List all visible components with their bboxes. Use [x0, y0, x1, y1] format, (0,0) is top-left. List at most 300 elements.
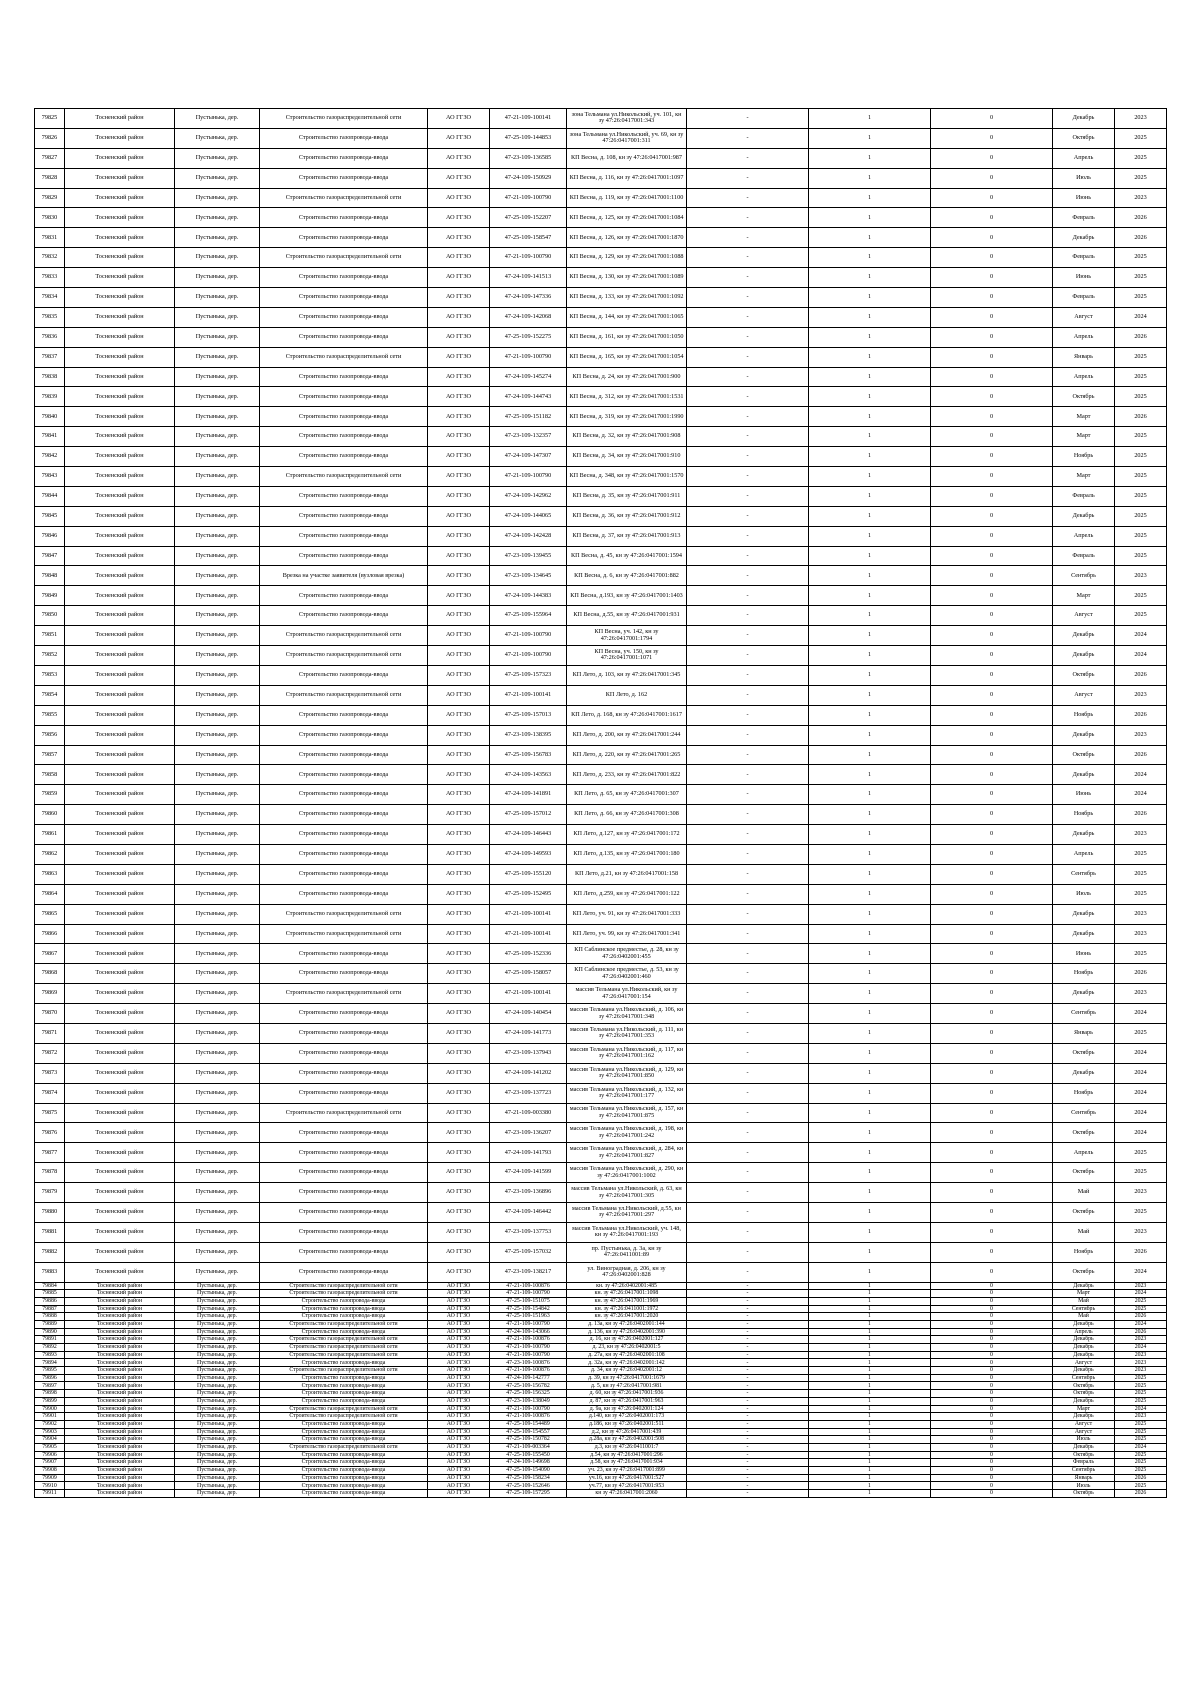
district-cell: Тосненский район [65, 1297, 175, 1305]
settlement-cell: Пустынька, дер. [175, 427, 260, 447]
count-a-cell: 1 [809, 268, 931, 288]
month-cell: Декабрь [1053, 1063, 1115, 1083]
count-b-cell: 0 [931, 685, 1053, 705]
count-b-cell: 0 [931, 248, 1053, 268]
address-cadastral-cell: д. 32а, кн зу 47:26:0402001:142 [567, 1359, 687, 1367]
program-code-cell: 47-24-109-146442 [490, 1202, 567, 1222]
organization-cell: АО ГГЗО [428, 944, 490, 964]
work-type-cell: Строительство газопровода-ввода [260, 1451, 428, 1459]
table-row [35, 148, 1167, 168]
district-cell: Тосненский район [65, 1023, 175, 1043]
district-cell: Тосненский район [65, 109, 175, 129]
year-cell: 2024 [1115, 765, 1167, 785]
settlement-cell: Пустынька, дер. [175, 1143, 260, 1163]
work-type-cell: Строительство газораспределительной сети [260, 109, 428, 129]
count-a-cell: 1 [809, 347, 931, 367]
year-cell: 2024 [1115, 1405, 1167, 1413]
year-cell: 2025 [1115, 467, 1167, 487]
row-number-cell: 79909 [35, 1474, 65, 1482]
work-type-cell: Строительство газораспределительной сети [260, 1443, 428, 1451]
district-cell: Тосненский район [65, 785, 175, 805]
settlement-cell: Пустынька, дер. [175, 387, 260, 407]
count-b-cell: 0 [931, 924, 1053, 944]
count-b-cell: 0 [931, 1390, 1053, 1398]
organization-cell: АО ГГЗО [428, 1123, 490, 1143]
extra-value-cell: - [687, 844, 809, 864]
organization-cell: АО ГГЗО [428, 566, 490, 586]
row-number-cell: 79882 [35, 1242, 65, 1262]
row-number-cell: 79899 [35, 1397, 65, 1405]
settlement-cell: Пустынька, дер. [175, 964, 260, 984]
extra-value-cell: - [687, 1443, 809, 1451]
address-cadastral-cell: д. 27а, кн зу 47:26:0402001:108 [567, 1351, 687, 1359]
year-cell: 2026 [1115, 705, 1167, 725]
district-cell: Тосненский район [65, 268, 175, 288]
program-code-cell: 47-24-109-146443 [490, 825, 567, 845]
work-type-cell: Строительство газопровода-ввода [260, 1328, 428, 1336]
work-type-cell: Строительство газораспределительной сети [260, 1320, 428, 1328]
year-cell: 2023 [1115, 1367, 1167, 1375]
table-row [35, 1351, 1167, 1359]
settlement-cell: Пустынька, дер. [175, 785, 260, 805]
month-cell: Август [1053, 1420, 1115, 1428]
month-cell: Сентябрь [1053, 1374, 1115, 1382]
month-cell: Октябрь [1053, 1123, 1115, 1143]
settlement-cell: Пустынька, дер. [175, 447, 260, 467]
month-cell: Февраль [1053, 208, 1115, 228]
month-cell: Май [1053, 1222, 1115, 1242]
table-row [35, 506, 1167, 526]
count-b-cell: 0 [931, 188, 1053, 208]
table-row [35, 1004, 1167, 1024]
settlement-cell: Пустынька, дер. [175, 1297, 260, 1305]
settlement-cell: Пустынька, дер. [175, 1351, 260, 1359]
count-b-cell: 0 [931, 1351, 1053, 1359]
work-type-cell: Строительство газопровода-ввода [260, 1143, 428, 1163]
district-cell: Тосненский район [65, 526, 175, 546]
row-number-cell: 79858 [35, 765, 65, 785]
address-cadastral-cell: кн зу 47:26:0417001:2060 [567, 1490, 687, 1498]
row-number-cell: 79830 [35, 208, 65, 228]
table-row [35, 307, 1167, 327]
row-number-cell: 79884 [35, 1282, 65, 1290]
extra-value-cell: - [687, 1202, 809, 1222]
extra-value-cell: - [687, 148, 809, 168]
count-a-cell: 1 [809, 924, 931, 944]
district-cell: Тосненский район [65, 705, 175, 725]
month-cell: Декабрь [1053, 228, 1115, 248]
district-cell: Тосненский район [65, 924, 175, 944]
address-cadastral-cell: д.186, кн зу 47:26:0402001:511 [567, 1420, 687, 1428]
row-number-cell: 79878 [35, 1163, 65, 1183]
month-cell: Август [1053, 606, 1115, 626]
district-cell: Тосненский район [65, 1262, 175, 1282]
month-cell: Октябрь [1053, 665, 1115, 685]
work-type-cell: Строительство газопровода-ввода [260, 427, 428, 447]
organization-cell: АО ГГЗО [428, 288, 490, 308]
settlement-cell: Пустынька, дер. [175, 1328, 260, 1336]
year-cell: 2026 [1115, 805, 1167, 825]
program-code-cell: 47-21-109-100790 [490, 646, 567, 666]
count-b-cell: 0 [931, 665, 1053, 685]
program-code-cell: 47-25-109-158057 [490, 964, 567, 984]
settlement-cell: Пустынька, дер. [175, 1382, 260, 1390]
row-number-cell: 79851 [35, 626, 65, 646]
organization-cell: АО ГГЗО [428, 1305, 490, 1313]
address-cadastral-cell: массив Тельмана ул.Никольский, д. 290, кн зу 47:26:0417001:1002 [567, 1163, 687, 1183]
extra-value-cell: - [687, 1282, 809, 1290]
count-a-cell: 1 [809, 904, 931, 924]
organization-cell: АО ГГЗО [428, 347, 490, 367]
year-cell: 2025 [1115, 268, 1167, 288]
program-code-cell: 47-24-109-142962 [490, 486, 567, 506]
month-cell: Октябрь [1053, 1262, 1115, 1282]
year-cell: 2025 [1115, 1420, 1167, 1428]
program-code-cell: 47-24-109-145274 [490, 367, 567, 387]
year-cell: 2025 [1115, 347, 1167, 367]
district-cell: Тосненский район [65, 884, 175, 904]
count-b-cell: 0 [931, 347, 1053, 367]
settlement-cell: Пустынька, дер. [175, 1390, 260, 1398]
address-cadastral-cell: КП Весна, д. 348, кн зу 47:26:0417001:1570 [567, 467, 687, 487]
table-row [35, 128, 1167, 148]
extra-value-cell: - [687, 964, 809, 984]
organization-cell: АО ГГЗО [428, 168, 490, 188]
district-cell: Тосненский район [65, 128, 175, 148]
extra-value-cell: - [687, 1467, 809, 1475]
count-a-cell: 1 [809, 765, 931, 785]
row-number-cell: 79898 [35, 1390, 65, 1398]
count-b-cell: 0 [931, 1282, 1053, 1290]
table-row [35, 805, 1167, 825]
count-a-cell: 1 [809, 1242, 931, 1262]
district-cell: Тосненский район [65, 665, 175, 685]
month-cell: Декабрь [1053, 1344, 1115, 1352]
table-row [35, 546, 1167, 566]
extra-value-cell: - [687, 626, 809, 646]
address-cadastral-cell: КП Лето, д. 162 [567, 685, 687, 705]
program-code-cell: 47-21-109-100141 [490, 109, 567, 129]
organization-cell: АО ГГЗО [428, 128, 490, 148]
district-cell: Тосненский район [65, 1043, 175, 1063]
organization-cell: АО ГГЗО [428, 1482, 490, 1490]
program-code-cell: 47-23-109-136585 [490, 148, 567, 168]
year-cell: 2025 [1115, 586, 1167, 606]
extra-value-cell: - [687, 1405, 809, 1413]
row-number-cell: 79856 [35, 725, 65, 745]
year-cell: 2025 [1115, 606, 1167, 626]
table-row [35, 248, 1167, 268]
settlement-cell: Пустынька, дер. [175, 1482, 260, 1490]
organization-cell: АО ГГЗО [428, 109, 490, 129]
year-cell: 2024 [1115, 1083, 1167, 1103]
month-cell: Декабрь [1053, 626, 1115, 646]
organization-cell: АО ГГЗО [428, 1313, 490, 1321]
count-b-cell: 0 [931, 467, 1053, 487]
district-cell: Тосненский район [65, 168, 175, 188]
organization-cell: АО ГГЗО [428, 1436, 490, 1444]
settlement-cell: Пустынька, дер. [175, 367, 260, 387]
program-code-cell: 47-21-109-100790 [490, 1351, 567, 1359]
settlement-cell: Пустынька, дер. [175, 1490, 260, 1498]
settlement-cell: Пустынька, дер. [175, 944, 260, 964]
row-number-cell: 79894 [35, 1359, 65, 1367]
district-cell: Тосненский район [65, 367, 175, 387]
work-type-cell: Строительство газопровода-ввода [260, 168, 428, 188]
year-cell: 2023 [1115, 904, 1167, 924]
count-a-cell: 1 [809, 1004, 931, 1024]
count-b-cell: 0 [931, 1320, 1053, 1328]
program-code-cell: 47-25-109-152646 [490, 1482, 567, 1490]
settlement-cell: Пустынька, дер. [175, 685, 260, 705]
address-cadastral-cell: КП Весна, д. 35, кн зу 47:26:0417001:911 [567, 486, 687, 506]
extra-value-cell: - [687, 1163, 809, 1183]
extra-value-cell: - [687, 884, 809, 904]
count-b-cell: 0 [931, 1143, 1053, 1163]
count-b-cell: 0 [931, 1305, 1053, 1313]
settlement-cell: Пустынька, дер. [175, 1405, 260, 1413]
settlement-cell: Пустынька, дер. [175, 1262, 260, 1282]
count-b-cell: 0 [931, 1083, 1053, 1103]
table-row [35, 626, 1167, 646]
district-cell: Тосненский район [65, 566, 175, 586]
extra-value-cell: - [687, 805, 809, 825]
program-code-cell: 47-23-109-138395 [490, 725, 567, 745]
program-code-cell: 47-25-109-157323 [490, 665, 567, 685]
program-code-cell: 47-21-109-100790 [490, 188, 567, 208]
organization-cell: АО ГГЗО [428, 1290, 490, 1298]
table-row [35, 1163, 1167, 1183]
count-a-cell: 1 [809, 705, 931, 725]
program-code-cell: 47-25-109-154842 [490, 1305, 567, 1313]
year-cell: 2024 [1115, 307, 1167, 327]
extra-value-cell: - [687, 1305, 809, 1313]
year-cell: 2025 [1115, 1143, 1167, 1163]
organization-cell: АО ГГЗО [428, 1242, 490, 1262]
count-b-cell: 0 [931, 288, 1053, 308]
settlement-cell: Пустынька, дер. [175, 109, 260, 129]
work-type-cell: Строительство газораспределительной сети [260, 685, 428, 705]
count-a-cell: 1 [809, 148, 931, 168]
organization-cell: АО ГГЗО [428, 327, 490, 347]
row-number-cell: 79873 [35, 1063, 65, 1083]
organization-cell: АО ГГЗО [428, 1397, 490, 1405]
year-cell: 2025 [1115, 884, 1167, 904]
year-cell: 2026 [1115, 407, 1167, 427]
address-cadastral-cell: КП Лето, д.127, кн зу 47:26:0417001:172 [567, 825, 687, 845]
month-cell: Май [1053, 1297, 1115, 1305]
organization-cell: АО ГГЗО [428, 1163, 490, 1183]
work-type-cell: Строительство газопровода-ввода [260, 1023, 428, 1043]
count-a-cell: 1 [809, 1382, 931, 1390]
program-code-cell: 47-21-109-100141 [490, 924, 567, 944]
address-cadastral-cell: ул. Виноградная, д. 206, кн зу 47:26:0402001:828 [567, 1262, 687, 1282]
program-code-cell: 47-25-109-151963 [490, 1313, 567, 1321]
district-cell: Тосненский район [65, 1123, 175, 1143]
count-a-cell: 1 [809, 1443, 931, 1451]
month-cell: Декабрь [1053, 1443, 1115, 1451]
work-type-cell: Строительство газопровода-ввода [260, 228, 428, 248]
organization-cell: АО ГГЗО [428, 705, 490, 725]
address-cadastral-cell: массив Тельмана ул.Никольский, д. 284, кн зу 47:26:0417001:827 [567, 1143, 687, 1163]
address-cadastral-cell: д.140, кн зу 47:26:0402001:173 [567, 1413, 687, 1421]
count-b-cell: 0 [931, 964, 1053, 984]
count-b-cell: 0 [931, 1436, 1053, 1444]
table-row [35, 1143, 1167, 1163]
address-cadastral-cell: кн. зу 47:26:0411001:1972 [567, 1305, 687, 1313]
settlement-cell: Пустынька, дер. [175, 1202, 260, 1222]
table-row [35, 367, 1167, 387]
month-cell: Август [1053, 1428, 1115, 1436]
address-cadastral-cell: массив Тельмана ул.Никольский, д. 106, кн зу 47:26:0417001:348 [567, 1004, 687, 1024]
table-row [35, 1482, 1167, 1490]
program-code-cell: 47-25-109-156783 [490, 745, 567, 765]
program-code-cell: 47-24-109-144065 [490, 506, 567, 526]
month-cell: Сентябрь [1053, 864, 1115, 884]
row-number-cell: 79895 [35, 1367, 65, 1375]
program-code-cell: 47-23-109-134645 [490, 566, 567, 586]
work-type-cell: Строительство газораспределительной сети [260, 1282, 428, 1290]
table-row [35, 1467, 1167, 1475]
organization-cell: АО ГГЗО [428, 1351, 490, 1359]
address-cadastral-cell: КП Весна, д. 37, кн зу 47:26:0417001:913 [567, 526, 687, 546]
settlement-cell: Пустынька, дер. [175, 1320, 260, 1328]
address-cadastral-cell: массив Тельмана ул.Никольский, д. 132, кн зу 47:26:0417001:177 [567, 1083, 687, 1103]
settlement-cell: Пустынька, дер. [175, 526, 260, 546]
row-number-cell: 79842 [35, 447, 65, 467]
count-b-cell: 0 [931, 1262, 1053, 1282]
program-code-cell: 47-24-109-143563 [490, 765, 567, 785]
month-cell: Июль [1053, 884, 1115, 904]
month-cell: Декабрь [1053, 1397, 1115, 1405]
organization-cell: АО ГГЗО [428, 904, 490, 924]
table-row [35, 1202, 1167, 1222]
count-a-cell: 1 [809, 1367, 931, 1375]
row-number-cell: 79867 [35, 944, 65, 964]
program-code-cell: 47-25-109-144853 [490, 128, 567, 148]
row-number-cell: 79857 [35, 745, 65, 765]
district-cell: Тосненский район [65, 1459, 175, 1467]
work-type-cell: Строительство газораспределительной сети [260, 924, 428, 944]
address-cadastral-cell: КП Весна, д. 24, кн зу 47:26:0417001:900 [567, 367, 687, 387]
settlement-cell: Пустынька, дер. [175, 1282, 260, 1290]
settlement-cell: Пустынька, дер. [175, 1305, 260, 1313]
year-cell: 2024 [1115, 1103, 1167, 1123]
count-a-cell: 1 [809, 1359, 931, 1367]
month-cell: Декабрь [1053, 924, 1115, 944]
extra-value-cell: - [687, 1183, 809, 1203]
district-cell: Тосненский район [65, 1482, 175, 1490]
work-type-cell: Строительство газопровода-ввода [260, 367, 428, 387]
row-number-cell: 79903 [35, 1428, 65, 1436]
count-b-cell: 0 [931, 1451, 1053, 1459]
table-row [35, 407, 1167, 427]
organization-cell: АО ГГЗО [428, 367, 490, 387]
month-cell: Сентябрь [1053, 1467, 1115, 1475]
program-code-cell: 47-24-109-143066 [490, 1328, 567, 1336]
month-cell: Май [1053, 1183, 1115, 1203]
address-cadastral-cell: КП Лето, д. 220, кн зу 47:26:0417001:265 [567, 745, 687, 765]
settlement-cell: Пустынька, дер. [175, 1023, 260, 1043]
extra-value-cell: - [687, 864, 809, 884]
extra-value-cell: - [687, 367, 809, 387]
extra-value-cell: - [687, 1382, 809, 1390]
table-row [35, 1459, 1167, 1467]
extra-value-cell: - [687, 1290, 809, 1298]
program-code-cell: 47-25-109-152275 [490, 327, 567, 347]
year-cell: 2023 [1115, 725, 1167, 745]
settlement-cell: Пустынька, дер. [175, 805, 260, 825]
organization-cell: АО ГГЗО [428, 805, 490, 825]
year-cell: 2024 [1115, 1123, 1167, 1143]
table-row [35, 844, 1167, 864]
organization-cell: АО ГГЗО [428, 1043, 490, 1063]
district-cell: Тосненский район [65, 486, 175, 506]
count-b-cell: 0 [931, 944, 1053, 964]
organization-cell: АО ГГЗО [428, 1202, 490, 1222]
work-type-cell: Строительство газопровода-ввода [260, 1083, 428, 1103]
work-type-cell: Строительство газопровода-ввода [260, 944, 428, 964]
work-type-cell: Строительство газопровода-ввода [260, 1482, 428, 1490]
settlement-cell: Пустынька, дер. [175, 1163, 260, 1183]
month-cell: Август [1053, 1359, 1115, 1367]
program-code-cell: 47-25-109-154090 [490, 1467, 567, 1475]
extra-value-cell: - [687, 1123, 809, 1143]
work-type-cell: Строительство газопровода-ввода [260, 1313, 428, 1321]
organization-cell: АО ГГЗО [428, 1474, 490, 1482]
extra-value-cell: - [687, 1428, 809, 1436]
month-cell: Январь [1053, 1474, 1115, 1482]
year-cell: 2025 [1115, 1202, 1167, 1222]
count-a-cell: 1 [809, 1202, 931, 1222]
organization-cell: АО ГГЗО [428, 864, 490, 884]
row-number-cell: 79839 [35, 387, 65, 407]
count-a-cell: 1 [809, 109, 931, 129]
settlement-cell: Пустынька, дер. [175, 984, 260, 1004]
count-b-cell: 0 [931, 1297, 1053, 1305]
address-cadastral-cell: КП Весна, д. 130, кн зу 47:26:0417001:1089 [567, 268, 687, 288]
extra-value-cell: - [687, 427, 809, 447]
year-cell: 2025 [1115, 844, 1167, 864]
count-a-cell: 1 [809, 1023, 931, 1043]
row-number-cell: 79852 [35, 646, 65, 666]
year-cell: 2025 [1115, 1397, 1167, 1405]
work-type-cell: Строительство газопровода-ввода [260, 1183, 428, 1203]
extra-value-cell: - [687, 327, 809, 347]
work-type-cell: Строительство газораспределительной сети [260, 1405, 428, 1413]
row-number-cell: 79889 [35, 1320, 65, 1328]
organization-cell: АО ГГЗО [428, 1143, 490, 1163]
settlement-cell: Пустынька, дер. [175, 1436, 260, 1444]
extra-value-cell: - [687, 268, 809, 288]
program-code-cell: 47-21-109-100790 [490, 1320, 567, 1328]
extra-value-cell: - [687, 1420, 809, 1428]
settlement-cell: Пустынька, дер. [175, 864, 260, 884]
count-a-cell: 1 [809, 526, 931, 546]
row-number-cell: 79905 [35, 1443, 65, 1451]
work-type-cell: Строительство газопровода-ввода [260, 208, 428, 228]
address-cadastral-cell: КП Весна, д. 119, кн зу 47:26:0417001:1100 [567, 188, 687, 208]
table-row [35, 984, 1167, 1004]
extra-value-cell: - [687, 984, 809, 1004]
program-code-cell: 47-25-109-152495 [490, 884, 567, 904]
year-cell: 2025 [1115, 1390, 1167, 1398]
district-cell: Тосненский район [65, 685, 175, 705]
month-cell: Сентябрь [1053, 1004, 1115, 1024]
count-b-cell: 0 [931, 1336, 1053, 1344]
count-b-cell: 0 [931, 168, 1053, 188]
organization-cell: АО ГГЗО [428, 1103, 490, 1123]
